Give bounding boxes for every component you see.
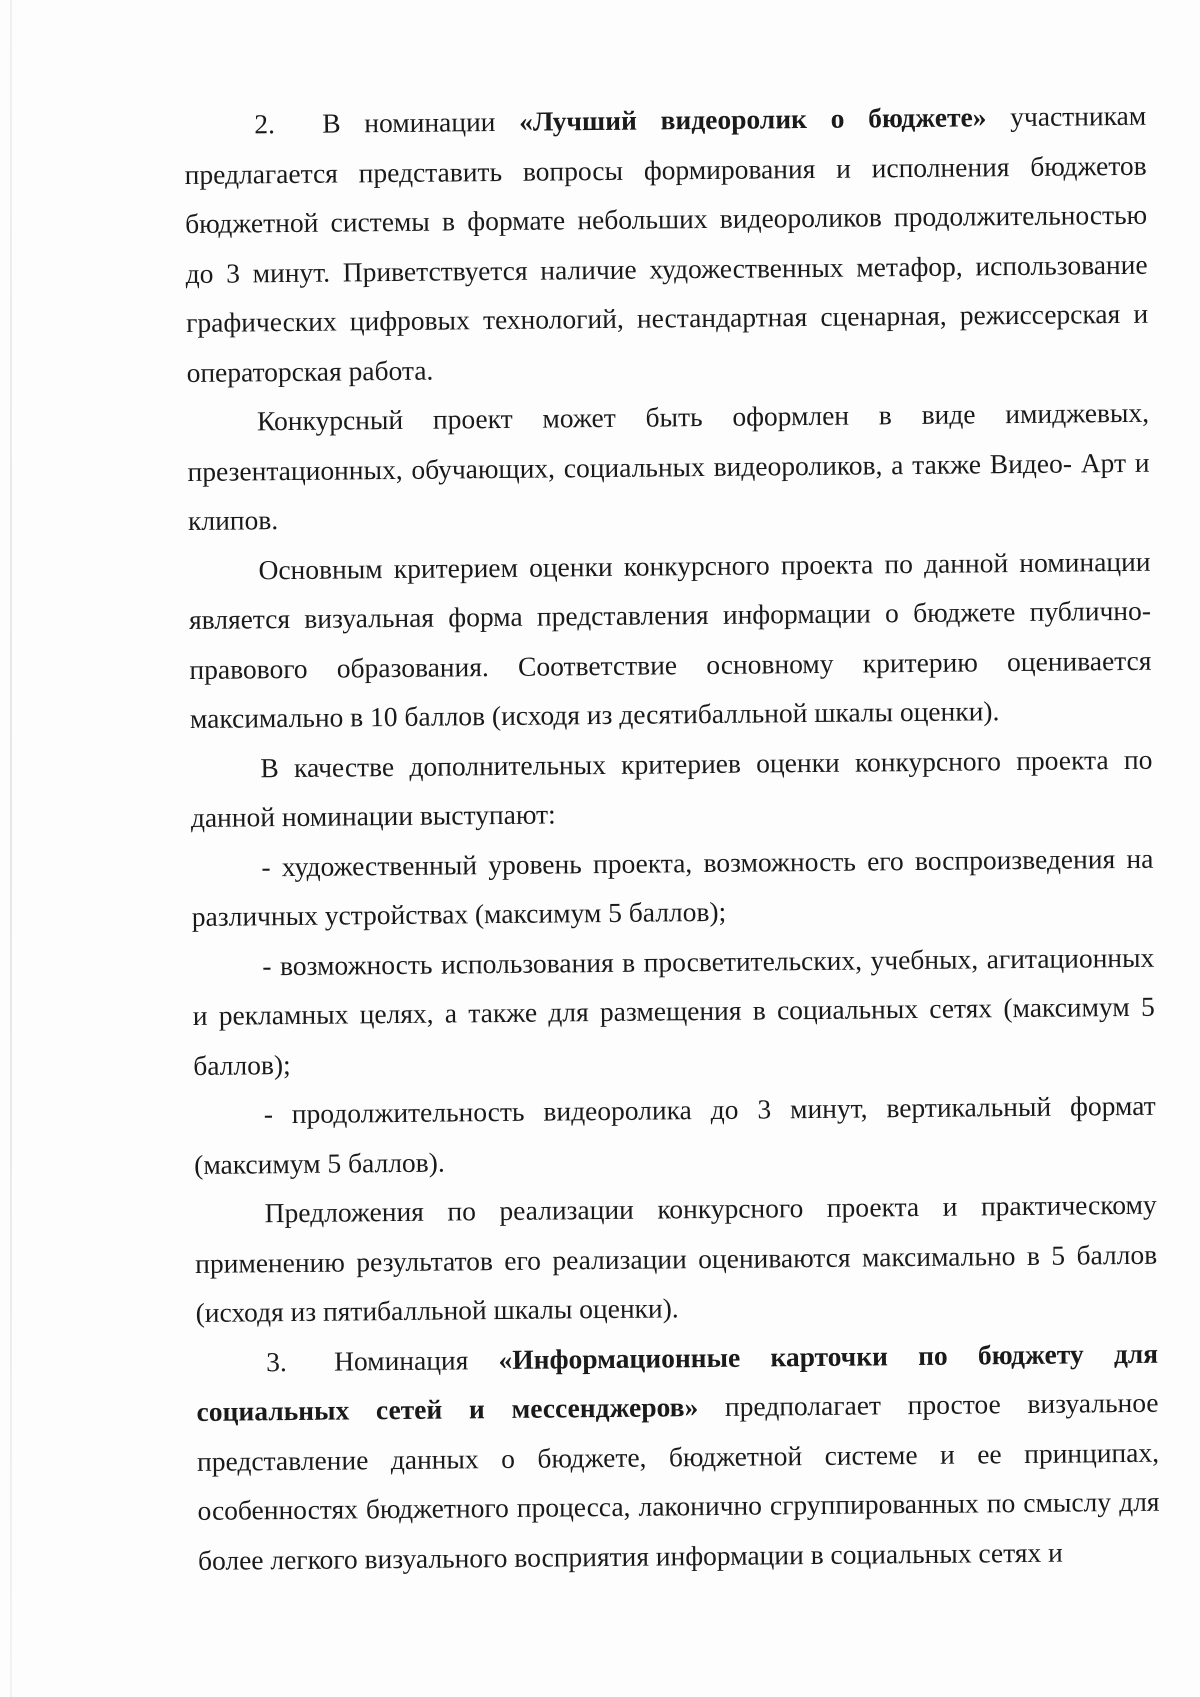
scan-binding-edge	[10, 0, 12, 1697]
paragraph-proposals: Предложения по реализации конкурсного проекта и практическому применению результатов его реализации оцениваются максимально в 5 баллов (исходя из пятибалльной шкалы оценки).	[195, 1188, 1158, 1328]
paragraph-text-post: участникам предлагается представить вопросы формирования и исполнения бюджетов бюджетной системы в формате небольших видеороликов продолжительностью до 3 минут. Приветствуется наличие художественных метафор, использование графических цифровых технологий, нестандартная сценарная, режиссерская и операторская работа.	[184, 99, 1149, 388]
list-item-duration: - продолжительность видеоролика до 3 минут, вертикальный формат (максимум 5 баллов).	[194, 1089, 1156, 1180]
list-item-artistic-level: - художественный уровень проекта, возможность его воспроизведения на различных устройствах (максимум 5 баллов);	[191, 842, 1154, 932]
paragraph-text-pre: Номинация	[333, 1343, 499, 1377]
document-body	[184, 91, 1160, 1585]
paragraph-project-format: Конкурсный проект может быть оформлен в виде имиджевых, презентационных, обучающих, социальных видеороликов, а также Видео- Арт и клипов.	[187, 396, 1150, 536]
item-number: 3.	[265, 1345, 287, 1377]
paragraph-text-pre: В номинации	[322, 105, 520, 139]
paragraph-nomination-cards	[196, 1328, 1160, 1585]
nomination-title: «Информационные карточки по бюджету для социальных сетей и мессенджеров»	[196, 1337, 1159, 1427]
item-number: 2.	[254, 108, 276, 140]
paragraph-additional-criteria: В качестве дополнительных критериев оценки конкурсного проекта по данной номинации выступают:	[190, 743, 1153, 833]
paragraph-nomination-video	[184, 91, 1149, 397]
nomination-title: «Лучший видеоролик о бюджете»	[518, 101, 987, 137]
paragraph-main-criterion: Основным критерием оценки конкурсного проекта по данной номинации является визуальная форма представления информации о бюджете публично-правового образования. Соответствие основному критерию оценивается максимально в 10 баллов (исходя из десятибалльной шкалы оценки).	[188, 545, 1152, 734]
paragraph-text-post: предполагает простое визуальное представление данных о бюджете, бюджетной системе и ее принципах, особенностях бюджетного процесса, лаконично сгруппированных по смыслу для более легкого визуального восприятия информации в социальных сетях и	[196, 1386, 1160, 1576]
list-item-usage-possibility: - возможность использования в просветительских, учебных, агитационных и рекламных целях, а также для размещения в социальных сетях (максимум 5 баллов);	[192, 941, 1155, 1081]
